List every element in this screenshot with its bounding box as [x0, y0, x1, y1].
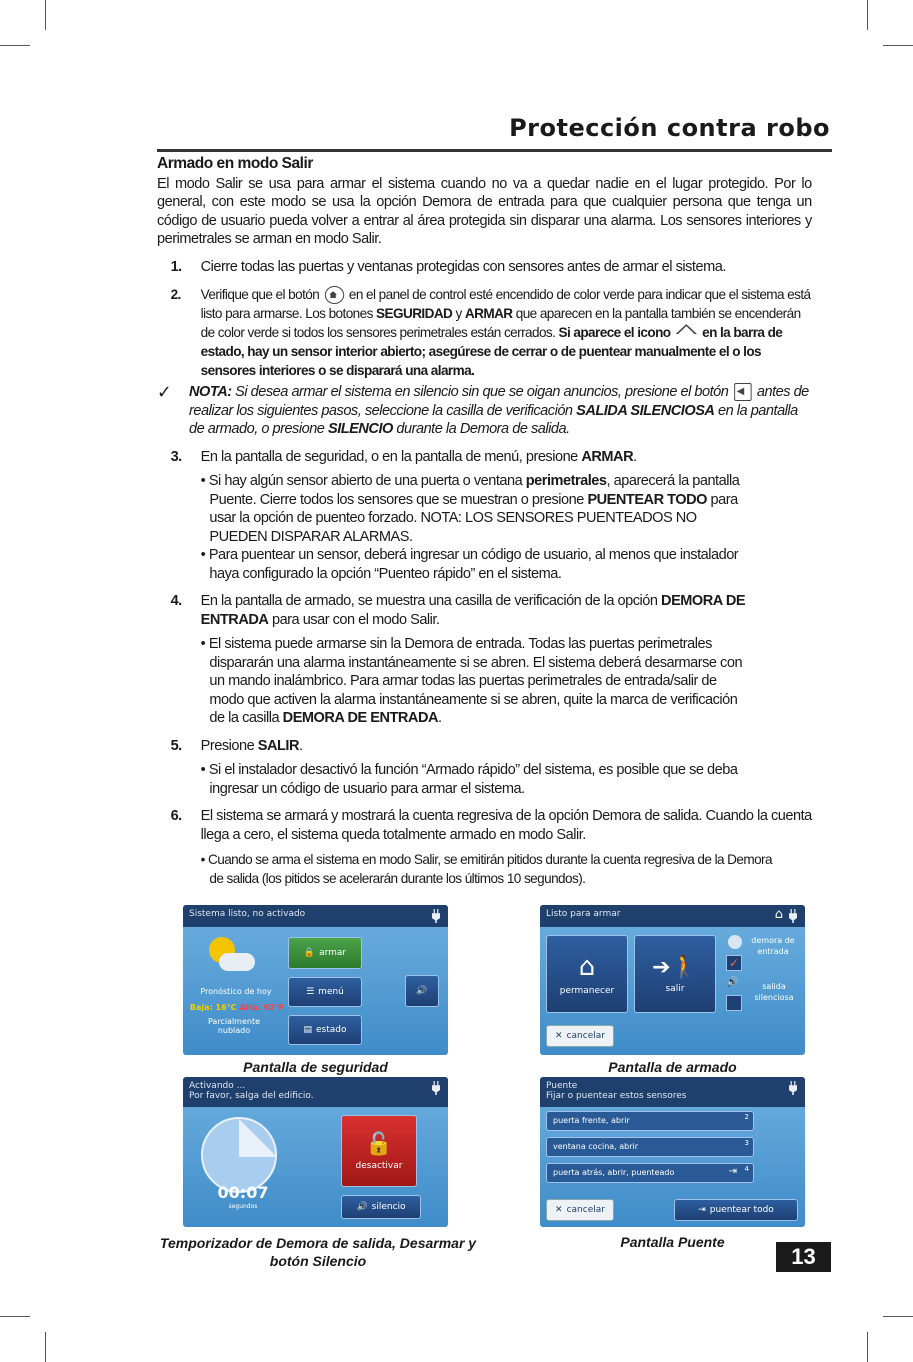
- forecast-condition: Parcialmente nublado: [207, 1017, 261, 1035]
- bullet: • Si el instalador desactivó la función “Armado rápido” del sistema, es posible que se deba ingresar un código de usuario para armar el sistema.: [200, 761, 738, 797]
- speaker-button[interactable]: [405, 975, 439, 1007]
- sensor-row[interactable]: puerta frente, abrir 2: [546, 1111, 754, 1131]
- crop-mark: [883, 45, 913, 46]
- close-icon: ✕: [555, 1205, 563, 1215]
- home-icon: ⌂: [774, 907, 783, 922]
- silence-button[interactable]: 🔊 silencio: [341, 1195, 421, 1219]
- bypass-icon: ⇥: [728, 1166, 737, 1177]
- bullet: • Cuando se arma el sistema en modo Salir, se emitirán pitidos durante la cuenta regresiva de la Demora de salida (los pitidos se acelerarán durante los últimos 10 segundos).: [200, 851, 772, 886]
- power-plug-icon: [789, 909, 797, 923]
- unlock-icon: 🔓: [365, 1131, 393, 1157]
- arming-screen: [540, 905, 805, 1055]
- caption-arming: Pantalla de armado: [608, 1059, 737, 1075]
- body-content: [157, 155, 812, 887]
- status-bar: [183, 1077, 448, 1107]
- status-subtext: Fijar o puentear estos sensores: [546, 1091, 687, 1101]
- status-bar: [540, 1077, 805, 1107]
- stay-button[interactable]: ⌂ permanecer: [546, 935, 628, 1013]
- step-5: [157, 737, 812, 756]
- close-icon: ✕: [555, 1031, 563, 1041]
- crop-mark: [0, 1316, 30, 1317]
- speaker-icon: 🔊: [726, 977, 739, 988]
- cancel-button[interactable]: ✕ cancelar: [546, 1025, 614, 1047]
- sensor-row[interactable]: puerta atrás, abrir, puenteado 4 ⇥: [546, 1163, 754, 1183]
- crop-mark: [867, 1332, 868, 1362]
- house-person-icon: ⌂: [578, 952, 596, 982]
- step-number: 5.: [170, 736, 182, 754]
- step-text: Cierre todas las puertas y ventanas protegidas con sensores antes de armar el sistema.: [200, 257, 726, 275]
- caption-bypass: Pantalla Puente: [620, 1234, 725, 1250]
- step-text: En la pantalla de armado, se muestra una casilla de verificación de la opción DEMORA DE ENTRADA para usar con el modo Salir.: [200, 592, 746, 628]
- bullet: • Para puentear un sensor, deberá ingresar un código de usuario, al menos que instalador haya configurado la opción “Puenteo rápido” en el sistema.: [200, 546, 739, 582]
- step-4: [157, 592, 812, 629]
- home-button-icon: [324, 286, 343, 304]
- speaker-icon: 🔊: [416, 986, 428, 996]
- step-3: [157, 448, 812, 467]
- entry-delay-option[interactable]: [722, 933, 800, 975]
- security-screen: [183, 905, 448, 1055]
- entry-delay-checkbox[interactable]: ✓: [726, 955, 742, 971]
- step-6-bullets: [157, 850, 812, 887]
- countdown-dial: [201, 1117, 277, 1193]
- bypass-screen: [540, 1077, 805, 1227]
- bypass-icon: ⇥: [698, 1205, 706, 1215]
- status-text: Activando ...: [189, 1081, 246, 1091]
- lock-icon: 🔒: [303, 948, 316, 958]
- step-4-bullets: [157, 635, 812, 728]
- step-text: Verifique que el botón en el panel de control esté encendido de color verde para indicar que el sistema está listo para armarse. Los botones SEGURIDAD y ARMAR que aparecen en la pantalla también se encenderán de color verde si todos los sensores perimetrales están cerrados. Si aparece el icono en la barra de estado, hay un sensor interior abierto; asegúrese de cerrar o de puentear manualmente el o los sensores interiores o se disparará una alarma.: [200, 286, 811, 378]
- step-text: Presione SALIR.: [200, 736, 303, 754]
- section-heading: Armado en modo Salir: [157, 155, 313, 172]
- crop-mark: [867, 0, 868, 30]
- power-plug-icon: [432, 909, 440, 923]
- forecast-label: Pronóstico de hoy: [200, 987, 272, 996]
- status-subtext: Por favor, salga del edificio.: [189, 1091, 314, 1101]
- status-text: Puente: [546, 1081, 578, 1091]
- page-number: 13: [776, 1242, 831, 1272]
- bullet: • El sistema puede armarse sin la Demora de entrada. Todas las puertas perimetrales dispararán una alarma instantáneamente si se abren. El sistema deberá desarmarse con un mando inalámbrico. Para armar todas las puertas perimetrales de entrada/salir de modo que activen la alarma instantáneamente si se abren, quite la marca de verificación de la casilla DEMORA DE ENTRADA.: [200, 635, 743, 727]
- crop-mark: [0, 45, 30, 46]
- status-text: Listo para armar: [546, 909, 621, 919]
- sensor-row[interactable]: ventana cocina, abrir 3: [546, 1137, 754, 1157]
- silent-exit-label: salida silenciosa: [754, 982, 794, 1002]
- title-rule: [157, 149, 832, 152]
- exit-delay-screen: [183, 1077, 448, 1227]
- step-text: En la pantalla de seguridad, o en la pantalla de menú, presione ARMAR.: [200, 447, 637, 465]
- step-1: [157, 258, 812, 277]
- status-button[interactable]: ▤ estado: [288, 1015, 362, 1045]
- silent-exit-option[interactable]: [722, 977, 800, 1015]
- note: [157, 383, 812, 439]
- step-3-bullets: [157, 472, 812, 583]
- bullet: • Si hay algún sensor abierto de una puerta o ventana perimetrales, aparecerá la pantalla Puente. Cierre todos los sensores que se muestran o presione PUENTEAR TODO para usar la opción de puenteo forzado. NOTA: LOS SENSORES PUENTEADOS NO PUEDEN DISPARAR ALARMAS.: [200, 472, 740, 545]
- caption-exit-delay: Temporizador de Demora de salida, Desarmar y botón Silencio: [159, 1235, 477, 1269]
- entry-delay-label: demora de entrada: [751, 936, 795, 956]
- arm-button[interactable]: 🔒 armar: [288, 937, 362, 969]
- intro-paragraph: El modo Salir se usa para armar el sistema cuando no va a quedar nadie en el lugar protegido. Por lo general, con este modo se usa la opción Demora de entrada para que cualquier persona que tenga un código de usuario pueda volver a entrar al área protegida sin disparar una alarma. Los sensores interiores y perimetrales se arman en modo Salir.: [157, 174, 812, 247]
- countdown-unit: segundos: [228, 1203, 258, 1210]
- step-number: 2.: [170, 286, 181, 302]
- status-text: Sistema listo, no activado: [189, 909, 306, 919]
- step-2: [157, 285, 812, 379]
- cancel-button[interactable]: ✕ cancelar: [546, 1199, 614, 1221]
- interior-open-icon: [676, 324, 697, 342]
- status-icon: ▤: [303, 1025, 312, 1035]
- status-bar: [183, 905, 448, 927]
- caption-security: Pantalla de seguridad: [243, 1059, 388, 1075]
- speaker-button-icon: [734, 383, 751, 401]
- step-6: [157, 807, 812, 844]
- countdown-time: 00:07: [217, 1183, 269, 1202]
- speaker-icon: 🔊: [356, 1202, 368, 1212]
- step-number: 6.: [170, 807, 182, 825]
- status-bar: [540, 905, 805, 927]
- menu-button[interactable]: ☰ menú: [288, 977, 362, 1007]
- silent-exit-checkbox[interactable]: [726, 995, 742, 1011]
- disarm-button[interactable]: 🔓 desactivar: [341, 1115, 417, 1187]
- forecast-temps: Baja: 16°C Alta: 92°F: [189, 1003, 285, 1012]
- menu-icon: ☰: [306, 987, 315, 997]
- crop-mark: [883, 1316, 913, 1317]
- sun-cloud-icon: [205, 937, 255, 977]
- away-button[interactable]: ➔🚶 salir: [634, 935, 716, 1013]
- checkmark-icon: ✓: [157, 382, 172, 404]
- step-5-bullets: [157, 761, 812, 798]
- crop-mark: [45, 0, 46, 30]
- page-title: Protección contra robo: [509, 114, 830, 142]
- step-number: 1.: [170, 257, 182, 275]
- clock-icon: [728, 935, 742, 949]
- bypass-all-button[interactable]: ⇥ puentear todo: [674, 1199, 798, 1221]
- step-number: 3.: [170, 447, 182, 465]
- step-text: El sistema se armará y mostrará la cuenta regresiva de la opción Demora de salida. Cuando la cuenta llega a cero, el sistema queda totalmente armado en modo Salir.: [200, 807, 812, 843]
- note-text: NOTA: Si desea armar el sistema en silencio sin que se oigan anuncios, presione el botón ◀ antes de realizar los siguientes pasos, seleccione la casilla de verificación SALIDA SILENCIOSA en la pantalla de armado, o presione SILENCIO durante la Demora de salida.: [189, 383, 812, 439]
- exit-person-icon: ➔🚶: [652, 954, 698, 980]
- step-number: 4.: [170, 592, 182, 610]
- crop-mark: [45, 1332, 46, 1362]
